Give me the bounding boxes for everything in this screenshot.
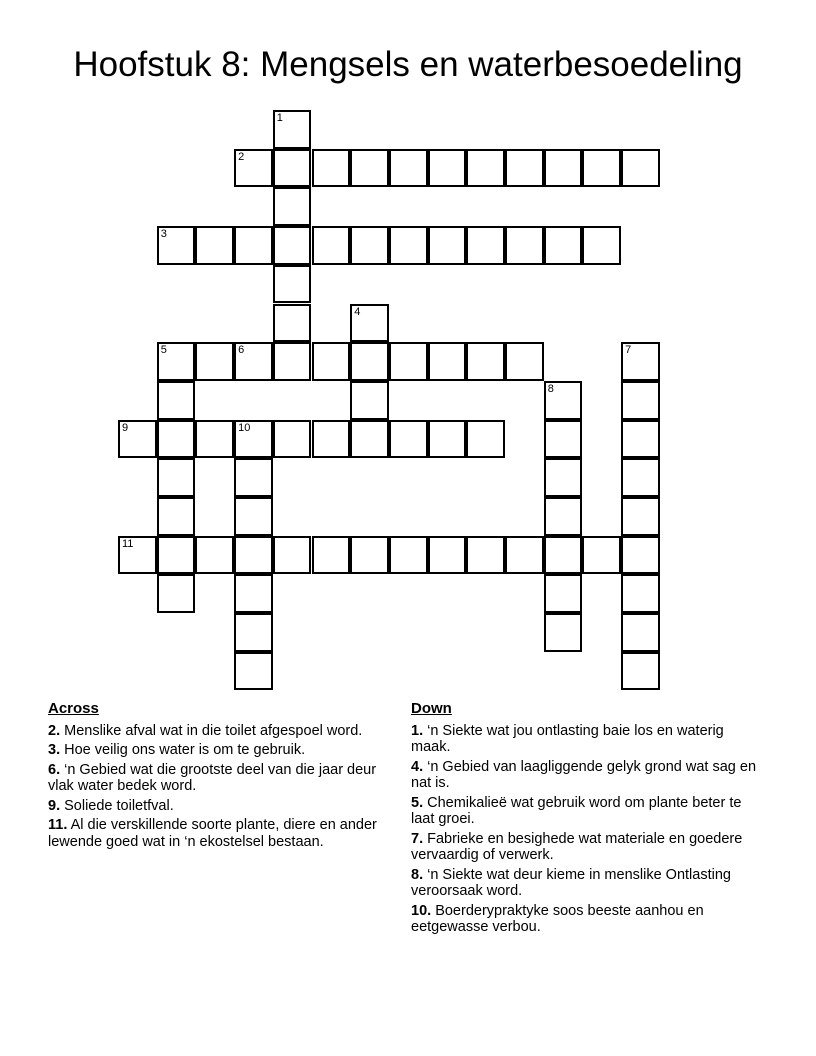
down-clue-1	[411, 723, 766, 756]
across-clue-2	[48, 723, 393, 740]
across-heading: Across	[48, 700, 99, 717]
grid-cell[interactable]	[195, 420, 234, 459]
clue-text: Chemikalieë wat gebruik word om plante beter te laat groei.	[411, 794, 742, 827]
clue-number-label: 4	[354, 305, 361, 318]
grid-cell[interactable]	[157, 458, 196, 497]
grid-cell[interactable]	[621, 613, 660, 652]
grid-cell[interactable]	[428, 342, 467, 381]
grid-cell[interactable]	[157, 342, 196, 381]
grid-cell[interactable]	[273, 304, 312, 343]
grid-cell[interactable]	[350, 226, 389, 265]
grid-cell[interactable]	[157, 574, 196, 613]
grid-cell[interactable]	[621, 458, 660, 497]
down-heading: Down	[411, 700, 452, 717]
clue-number-label: 3	[160, 228, 167, 241]
grid-cell[interactable]	[273, 265, 312, 304]
across-clue-3	[48, 742, 393, 759]
grid-cell[interactable]	[544, 381, 583, 420]
grid-cell[interactable]	[389, 420, 428, 459]
grid-cell[interactable]	[350, 420, 389, 459]
grid-cell[interactable]	[195, 536, 234, 575]
grid-cell[interactable]	[466, 342, 505, 381]
grid-cell[interactable]	[273, 420, 312, 459]
grid-cell[interactable]	[505, 536, 544, 575]
grid-cell[interactable]	[234, 536, 273, 575]
grid-cell[interactable]	[118, 536, 157, 575]
clue-number: 1.	[411, 722, 424, 739]
grid-cell[interactable]	[234, 226, 273, 265]
grid-cell[interactable]	[621, 574, 660, 613]
grid-cell[interactable]	[544, 226, 583, 265]
grid-cell[interactable]	[621, 497, 660, 536]
clue-number-label: 2	[238, 150, 245, 163]
grid-cell[interactable]	[234, 342, 273, 381]
grid-cell[interactable]	[118, 420, 157, 459]
clue-text: Al die verskillende soorte plante, diere en ander lewende goed wat in ‘n ekostelsel bestaan.	[48, 817, 377, 850]
grid-cell[interactable]	[312, 149, 351, 188]
grid-cell[interactable]	[544, 497, 583, 536]
grid-cell[interactable]	[350, 536, 389, 575]
clue-number-label: 10	[238, 421, 251, 434]
grid-cell[interactable]	[312, 420, 351, 459]
grid-cell[interactable]	[234, 458, 273, 497]
across-clues	[48, 701, 393, 853]
down-clue-4	[411, 759, 766, 792]
clue-number: 7.	[411, 830, 424, 847]
clue-number: 2.	[48, 722, 61, 739]
grid-cell[interactable]	[621, 536, 660, 575]
grid-cell[interactable]	[273, 226, 312, 265]
grid-cell[interactable]	[582, 536, 621, 575]
clue-number: 3.	[48, 742, 61, 758]
clue-text: ‘n Gebied wat die grootste deel van die jaar deur vlak water bedek word.	[48, 761, 377, 794]
grid-cell[interactable]	[505, 342, 544, 381]
grid-cell[interactable]	[234, 652, 273, 691]
grid-cell[interactable]	[621, 381, 660, 420]
grid-cell[interactable]	[544, 536, 583, 575]
down-clues	[411, 701, 766, 939]
grid-cell[interactable]	[157, 381, 196, 420]
clue-text: Fabrieke en besighede wat materiale en goedere vervaardig of verwerk.	[411, 830, 743, 863]
clue-text: Soliede toiletfval.	[60, 797, 174, 814]
grid-cell[interactable]	[466, 149, 505, 188]
grid-cell[interactable]	[544, 420, 583, 459]
across-clue-11	[48, 817, 393, 850]
clue-text: ‘n Siekte wat deur kieme in menslike Ontlasting veroorsaak word.	[411, 866, 731, 899]
across-clue-9	[48, 798, 393, 815]
clue-number: 9.	[48, 797, 61, 814]
grid-cell[interactable]	[389, 226, 428, 265]
grid-cell[interactable]	[428, 420, 467, 459]
clue-number: 11.	[48, 817, 68, 833]
grid-cell[interactable]	[234, 613, 273, 652]
clue-number-label: 5	[160, 344, 167, 357]
grid-cell[interactable]	[466, 420, 505, 459]
grid-cell[interactable]	[544, 574, 583, 613]
down-clue-7	[411, 831, 766, 864]
clue-text: ‘n Siekte wat jou ontlasting baie los en waterig maak.	[411, 722, 724, 755]
grid-cell[interactable]	[234, 149, 273, 188]
grid-cell[interactable]	[505, 226, 544, 265]
grid-cell[interactable]	[505, 149, 544, 188]
grid-cell[interactable]	[273, 536, 312, 575]
grid-cell[interactable]	[350, 304, 389, 343]
grid-cell[interactable]	[273, 342, 312, 381]
clue-number: 10.	[411, 902, 432, 919]
clue-number-label: 11	[122, 537, 134, 550]
grid-cell[interactable]	[350, 381, 389, 420]
grid-cell[interactable]	[544, 149, 583, 188]
grid-cell[interactable]	[621, 149, 660, 188]
clue-number-label: 1	[276, 112, 283, 124]
grid-cell[interactable]	[157, 420, 196, 459]
clue-number: 8.	[411, 866, 424, 883]
clue-number-label: 9	[122, 421, 129, 434]
grid-cell[interactable]	[466, 536, 505, 575]
clue-text: Menslike afval wat in die toilet afgespoel word.	[60, 722, 363, 739]
grid-cell[interactable]	[312, 536, 351, 575]
clue-number-label: 6	[238, 344, 245, 357]
page-title: Hoofstuk 8: Mengsels en waterbesoedeling	[73, 45, 743, 84]
grid-cell[interactable]	[621, 420, 660, 459]
grid-cell[interactable]	[544, 613, 583, 652]
grid-cell[interactable]	[157, 536, 196, 575]
clue-number: 5.	[411, 794, 424, 811]
grid-cell[interactable]	[582, 226, 621, 265]
grid-cell[interactable]	[350, 342, 389, 381]
down-clue-8	[411, 867, 766, 900]
grid-cell[interactable]	[428, 149, 467, 188]
grid-cell[interactable]	[234, 574, 273, 613]
grid-cell[interactable]	[157, 497, 196, 536]
clue-number: 4.	[411, 758, 424, 775]
grid-cell[interactable]	[273, 149, 312, 188]
grid-cell[interactable]	[273, 110, 312, 149]
grid-cell[interactable]	[428, 536, 467, 575]
grid-cell[interactable]	[195, 342, 234, 381]
grid-cell[interactable]	[389, 536, 428, 575]
grid-cell[interactable]	[195, 226, 234, 265]
grid-cell[interactable]	[466, 226, 505, 265]
grid-cell[interactable]	[621, 652, 660, 691]
clue-number-label: 7	[625, 344, 632, 357]
grid-cell[interactable]	[544, 458, 583, 497]
grid-cell[interactable]	[234, 420, 273, 459]
grid-cell[interactable]	[312, 226, 351, 265]
grid-cell[interactable]	[157, 226, 196, 265]
grid-cell[interactable]	[234, 497, 273, 536]
grid-cell[interactable]	[312, 342, 351, 381]
across-clue-6	[48, 762, 393, 795]
grid-cell[interactable]	[389, 149, 428, 188]
clue-text: Boerderypraktyke soos beeste aanhou en eetgewasse verbou.	[411, 902, 704, 935]
clue-text: Hoe veilig ons water is om te gebruik.	[60, 742, 306, 758]
down-clue-5	[411, 795, 766, 828]
clue-number: 6.	[48, 761, 61, 778]
grid-cell[interactable]	[389, 342, 428, 381]
clue-text: ‘n Gebied van laagliggende gelyk grond wat sag en nat is.	[411, 758, 757, 791]
grid-cell[interactable]	[428, 226, 467, 265]
clue-number-label: 8	[547, 382, 554, 395]
grid-cell[interactable]	[621, 342, 660, 381]
down-clue-10	[411, 903, 766, 936]
grid-cell[interactable]	[273, 187, 312, 226]
grid-cell[interactable]	[582, 149, 621, 188]
grid-cell[interactable]	[350, 149, 389, 188]
